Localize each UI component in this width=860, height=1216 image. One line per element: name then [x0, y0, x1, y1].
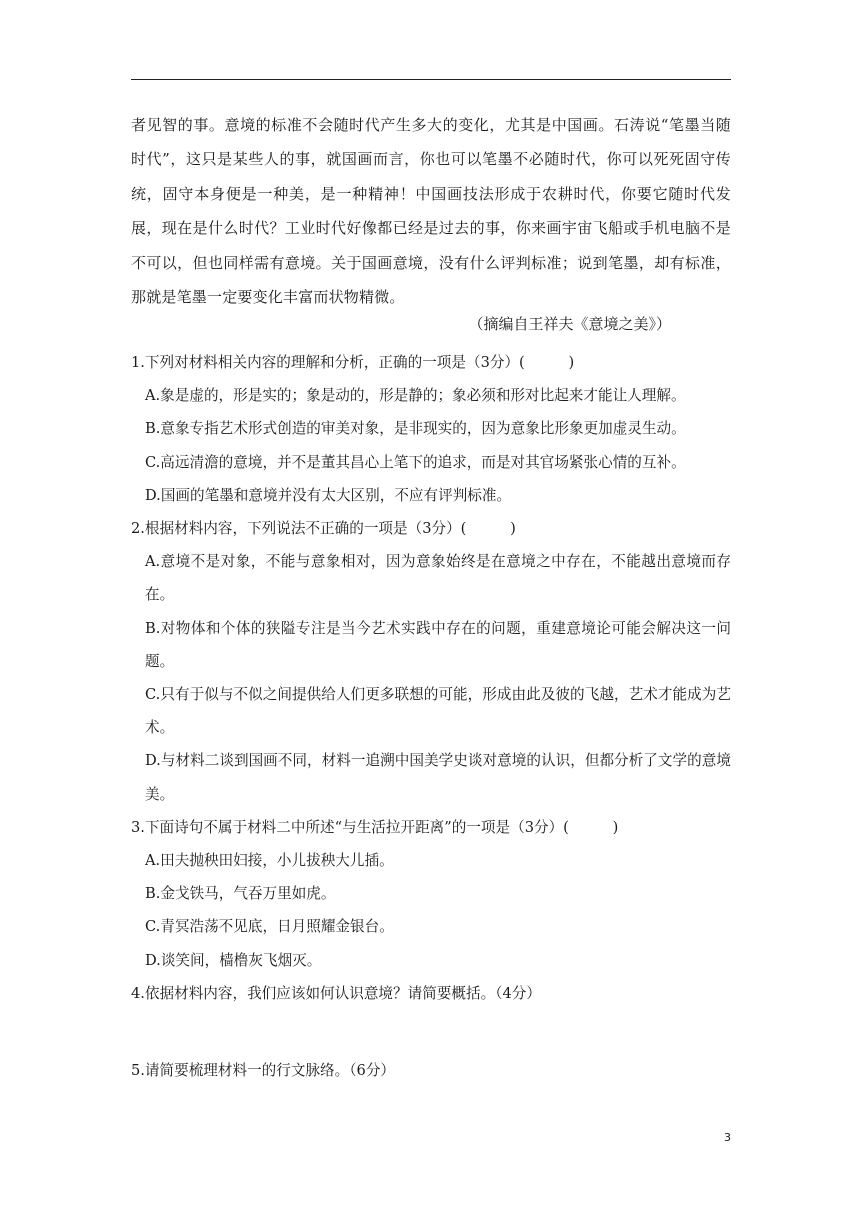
option-a: A.象是虚的，形是实的；象是动的，形是静的；象必须和形对比起来才能让人理解。	[145, 387, 686, 405]
question-stem: 2.根据材料内容，下列说法不正确的一项是（3分）( )	[131, 520, 516, 538]
header-rule	[131, 79, 731, 80]
option-d: D.谈笑间，樯橹灰飞烟灭。	[145, 951, 322, 969]
option-c	[131, 678, 731, 744]
question-3	[131, 811, 731, 977]
page-number: 3	[724, 1131, 731, 1144]
passage-paragraph	[131, 108, 731, 314]
passage-text: 者见智的事。意境的标准不会随时代产生多大的变化，尤其是中国画。石涛说“笔墨当随时代”，这只是某些人的事，就国画而言，你也可以笔墨不必随时代，你可以死死固守传统，固守本身便是一种美，是一种精神！中国画技法形成于农耕时代，你要它随时代发展，现在是什么时代？工业时代好像都已经是过去的事，你来画宇宙飞船或手机电脑不是不可以，但也同样需有意境。关于国画意境，没有什么评判标准；说到笔墨，却有标准，那就是笔墨一定要变化丰富而状物精微。	[131, 116, 731, 307]
question-list	[131, 346, 731, 1087]
option-text: A.意境不是对象，不能与意象相对，因为意象始终是在意境之中存在，不能越出意境而存在。	[145, 553, 731, 604]
question-stem: 5.请简要梳理材料一的行文脉络。（6分）	[131, 1062, 396, 1080]
question-2	[131, 512, 731, 811]
option-d	[131, 744, 731, 810]
question-stem: 1.下列对材料相关内容的理解和分析，正确的一项是（3分）( )	[131, 354, 575, 371]
question-stem: 3.下面诗句不属于材料二中所述“与生活拉开距离”的一项是（3分）( )	[131, 818, 619, 836]
option-b	[131, 612, 731, 678]
option-a	[131, 545, 731, 611]
option-d: D.国画的笔墨和意境并没有太大区别，不应有评判标准。	[145, 486, 512, 504]
option-b: B.金戈铁马，气吞万里如虎。	[145, 885, 336, 903]
question-5	[131, 1054, 731, 1087]
source-attribution: （摘编自王祥夫《意境之美》）	[468, 315, 671, 333]
option-text: D.与材料二谈到国画不同，材料一追溯中国美学史谈对意境的认识，但都分析了文学的意境美。	[145, 752, 731, 803]
question-stem: 4.依据材料内容，我们应该如何认识意境？请简要概括。（4分）	[131, 984, 541, 1002]
answer-space	[131, 1010, 731, 1054]
option-c: C.高远清澹的意境，并不是董其昌心上笔下的追求，而是对其官场紧张心情的互补。	[145, 453, 686, 471]
question-4	[131, 977, 731, 1010]
option-b: B.意象专指艺术形式创造的审美对象，是非现实的，因为意象比形象更加虚灵生动。	[145, 420, 686, 438]
option-a: A.田夫抛秧田妇接，小儿拔秧大儿插。	[145, 852, 394, 870]
option-text: C.只有于似与不似之间提供给人们更多联想的可能，形成由此及彼的飞越，艺术才能成为艺术。	[145, 686, 731, 737]
option-c: C.青冥浩荡不见底，日月照耀金银台。	[145, 918, 394, 936]
question-1	[131, 346, 731, 512]
option-text: B.对物体和个体的狭隘专注是当今艺术实践中存在的问题，重建意境论可能会解决这一问题。	[145, 619, 731, 670]
